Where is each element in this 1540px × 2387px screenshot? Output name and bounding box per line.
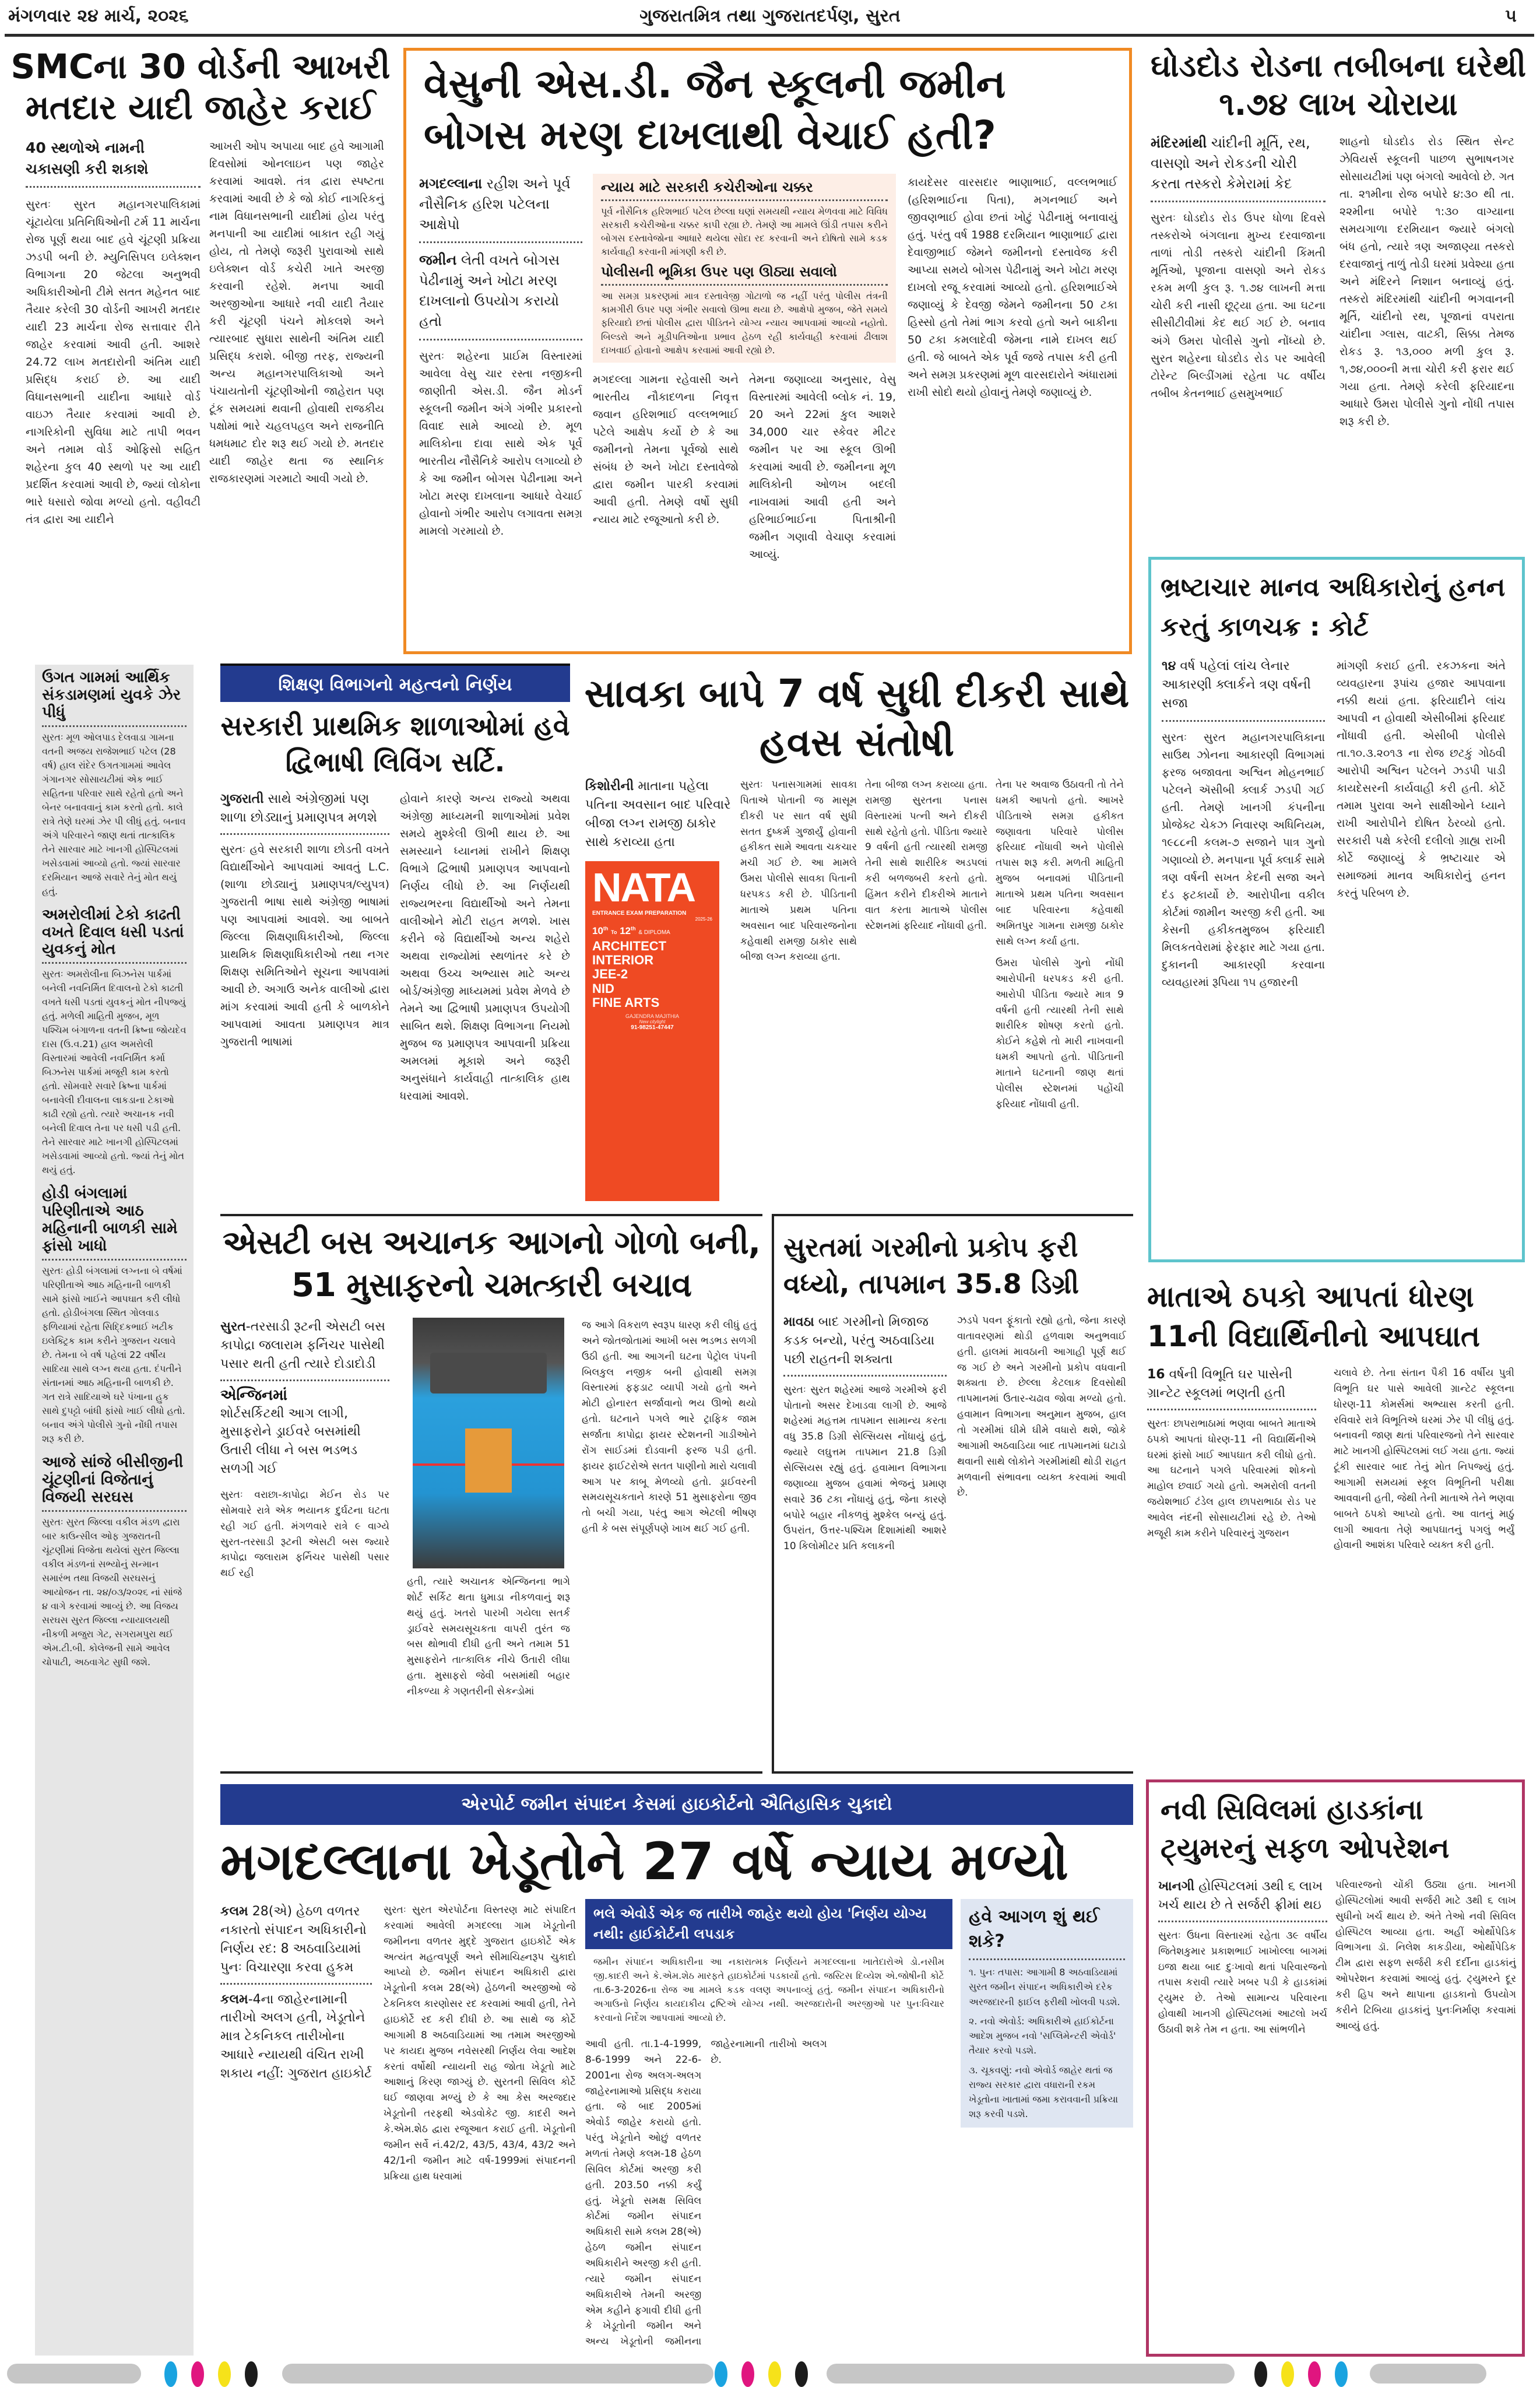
print-registration-strip (0, 2361, 1540, 2387)
bus-sub1: સુરત-તરસાડી રૂટની એસટી બસ કાપોદ્રા જલારામ ફર્નિચર પાસેથી પસાર થતી હતી ત્યારે દોડાદોડી (220, 1319, 386, 1371)
divider (1147, 1409, 1316, 1410)
ad-tagline: ENTRANCE EXAM PREPARATION (592, 910, 687, 917)
divider (42, 1510, 187, 1512)
lead-word: કલમ (220, 1992, 248, 2007)
smc-body-left: સુરતઃ સુરત મહાનગરપાલિકામાં ચૂંટાયેલા પ્રતિનિધિઓની ટર્મ 11 માર્ચના રોજ પૂર્ણ થયા બાદ હવે ચૂંટણી પ્રક્રિયા ઝડપી બની છે. મ્યુનિસિપલ ઇલેક્શન વિભાગના 20 જેટલા અનુભવી અધિકારીઓની ટીમે સતત મહેનત બાદ તૈયાર કરેલી 30 વોર્ડની આખરી મતદાર યાદી 23 માર્ચના રોજ સત્તાવાર રીતે જાહેર કરવામાં આવી હતી. આશરે 24.72 લાખ મતદારોની અંતિમ યાદી પ્રસિદ્ધ કરાઈ છે. આ યાદી વિધાનસભાની યાદીના આધારે વોર્ડ વાઇઝ તૈયાર કરવામાં આવી છે. નાગરિકોની સુવિધા માટે તાપી ભવન અને તમામ વોર્ડ ઓફિસો સહિત શહેરના કુલ 40 સ્થળો પર આ યાદી પ્રદર્શિત કરવામાં આવી છે, જ્યાં લોકોના ભારે ધસારો જોવા મળ્યો હતો. વહીવટી તંત્ર દ્વારા આ યાદીને (26, 198, 201, 526)
cmyk-mark-magenta (741, 2361, 754, 2387)
brief-hodi (42, 1185, 187, 1446)
ad-std-suffix: th (603, 925, 609, 932)
cmyk-mark-yellow (768, 2361, 781, 2387)
registration-bar (1370, 2364, 1486, 2384)
abuse-body2: તેના બીજા લગ્ન કરાવ્યા હતા. રામજી સુરતના પનાસ વિસ્તારમાં પત્ની અને દીકરી સાથે રહેતો હતો. પીડિતા જ્યારે 9 વર્ષની હતી ત્યારથી રામજી તેની સાથે શારીરિક અડપલાં કરી બળજબરી કરતો હતો. હિંમત કરીને દીકરીએ માતાને વાત કરતા માતાએ પોલીસ સ્ટેશનમાં ફરિયાદ નોંધાવી હતી. (865, 779, 987, 932)
lead-word: સુરત (220, 1319, 246, 1334)
airport-headline: મગદલ્લાના ખેડૂતોને 27 વર્ષે ન્યાય મળ્યો (220, 1831, 1068, 1891)
cmyk-mark-black (795, 2361, 808, 2387)
article-vesu-school-land (403, 48, 1132, 654)
abuse-subhead: કિશોરીની માતાના પહેલા પતિના અવસાન બાદ પરિવારે બીજા લગ્ન રામજી ઠાકોર સાથે કરાવ્યા હતા (585, 779, 731, 850)
airport-body2: આવી હતી. તા.1-4-1999, 8-6-1999 અને 22-6-2001ના રોજ અલગ-અલગ જાહેરનામાઓ પ્રસિદ્ધ કરાયા હતા. જે બાદ 2005માં એવોર્ડ જાહેર કરાયો હતો. પરંતુ ખેડૂતોને ઓછું વળતર મળતાં તેમણે કલમ-18 હેઠળ સિવિલ કોર્ટમાં અરજી કરી હતી. 203.50 નક્કી કર્યું હતું. ખેડૂતો સમક્ષ સિવિલ કોર્ટમાં જમીન સંપાદન અધિકારી સામે કલમ 28(એ) હેઠળ જમીન સંપાદન અધિકારીને અરજી કરી હતી. ત્યારે જમીન સંપાદન અધિકારીએ તેમની અરજી એમ કહીને ફગાવી દીધી હતી કે ખેડૂતોની જમીન અને અન્ય ખેડૂતોની જમીનના જાહેરનામાની તારીખો અલગ છે. (585, 2038, 827, 2348)
divider (220, 833, 389, 835)
edu-headline: સરકારી પ્રાથમિક શાળાઓમાં હવે દ્વિભાષી લિવિંગ સર્ટિ. (220, 710, 570, 778)
brief-ugat (42, 669, 187, 898)
divider (969, 1958, 1125, 1960)
heat-headline: સુરતમાં ગરમીનો પ્રકોપ ફરી વધ્યો, તાપમાન 35.8 ડિગ્રી (783, 1231, 1080, 1300)
heat-subhead: માવઠા બાદ ગરમીનો મિજાજ કડક બન્યો, પરંતુ અઠવાડિયા પછી રાહતની શક્યતા (783, 1315, 935, 1367)
ad-session: 2025-26 (695, 917, 712, 922)
edu-subhead: ગુજરાતી સાથે અંગ્રેજીમાં પણ શાળા છોડ્યાનું પ્રમાણપત્ર મળશે (220, 792, 377, 825)
lead-word: માવઠા (783, 1315, 814, 1329)
divider (783, 1375, 947, 1377)
bus-body2: હતી, ત્યારે અચાનક એન્જિનના ભાગે શોર્ટ સર્કિટ થતા ધુમાડા નીકળવાનું શરૂ થયું હતું. ખતરો પારખી ગયેલા સતર્ક ડ્રાઈવરે સમયસૂચકતા વાપરી તુરંત જ બસ થોભાવી દીધી હતી અને તમામ 51 મુસાફરોને તાત્કાલિક નીચે ઉતારી લીધા હતા. મુસાફરો જેવી બસમાંથી બહાર નીકળ્યા કે ગણતરીની સેકન્ડોમાં (407, 1576, 570, 1698)
ad-standards (592, 925, 712, 937)
article-bone-tumor (1146, 1779, 1525, 2357)
airport-sub2: કલમ-4ના જાહેરનામાની તારીખો અલગ હતી, ખેડૂતોને માત્ર ટેકનિકલ તારીખોના આધારે ન્યાયથી વંચિત રાખી શકાય નહીં: ગુજરાત હાઇકોર્ટ (220, 1992, 372, 2081)
edu-body-right: હોવાને કારણે અન્ય રાજ્યો અથવા અંગ્રેજી માધ્યમની શાળાઓમાં પ્રવેશ સમયે મુશ્કેલી ઊભી થાય છે. આ સમસ્યાને ધ્યાનમાં રાખીને શિક્ષણ વિભાગે દ્વિભાષી પ્રમાણપત્ર આપવાનો નિર્ણય લીધો છે. આ નિર્ણયથી રાજ્યભરના વિદ્યાર્થીઓ અને તેમના વાલીઓને મોટી રાહત મળશે. ખાસ કરીને જે વિદ્યાર્થીઓ અન્ય શહેરો અથવા રાજ્યોમાં સ્થળાંતર કરે છે અથવા ઉચ્ચ અભ્યાસ માટે અન્ય બોર્ડ/અંગ્રેજી માધ્યમમાં પ્રવેશ મેળવે છે તેમને આ દ્વિભાષી પ્રમાણપત્ર ઉપયોગી સાબિત થશે. શિક્ષણ વિભાગના નિયમો મુજબ જ પ્રમાણપત્ર આપવાની પ્રક્રિયા અમલમાં મૂકાશે અને જરૂરી અનુસંધાને કાર્યવાહી તાત્કાલિક હાથ ધરવામાં આવશે. (400, 792, 570, 1103)
article-bilingual-lc (220, 664, 570, 1200)
nata-advertisement[interactable] (585, 861, 719, 1201)
ad-std-to: 12 (620, 925, 631, 936)
airport-banner: એરપોર્ટ જમીન સંપાદન કેસમાં હાઇકોર્ટનો ઐતિહાસિક ચુકાદો (220, 1784, 1133, 1825)
ad-std-from: 10 (592, 925, 603, 936)
cmyk-mark-cyan (1335, 2361, 1348, 2387)
divider (1158, 1921, 1327, 1922)
article-magdalla-farmers (220, 1784, 1133, 2358)
bus-body3: જ આગે વિકરાળ સ્વરૂપ ધારણ કરી લીધું હતું અને જોતજોતામાં આખી બસ ભડભડ સળગી ઉઠી હતી. આ આગની ઘટના પેટ્રોલ પંપની બિલકુલ નજીક બની હોવાથી સમગ્ર વિસ્તારમાં ફફડાટ વ્યાપી ગયો હતો અને મોટી હોનારત સર્જાવાનો ભય ઊભો થયો હતો. ઘટનાને પગલે ભારે ટ્રાફિક જામ સર્જાતા કાપોદ્રા ફાયર સ્ટેશનની ગાડીઓને રોંગ સાઈડમાં દોડવાની ફરજ પડી હતી. ફાયર ફાઈટરોએ સતત પાણીનો મારો ચલાવી આગ પર કાબૂ મેળવ્યો હતો. ડ્રાઈવરની સમયસૂચકતાને કારણે 51 મુસાફરોના જીવ તો બચી ગયા, પરંતુ આગ એટલી ભીષણ હતી કે બસ સંપૂર્ણપણે ખાખ થઈ ગઈ હતી. (582, 1319, 757, 1535)
bottom-rule (220, 1771, 762, 1774)
student-headline: માતાએ ઠપકો આપતાં ધોરણ 11ની વિદ્યાર્થિનીનો આપઘાત (1147, 1280, 1481, 1353)
ad-course: INTERIOR (592, 953, 654, 968)
ad-contact-name: GAJENDRA MAJITHIA (625, 1013, 679, 1019)
divider (42, 962, 187, 964)
cmyk-mark-yellow (1281, 2361, 1294, 2387)
brief-amroli (42, 907, 187, 1178)
cmyk-mark-magenta (191, 2361, 204, 2387)
next-step-item: ૧. પુનઃ તપાસ: આગામી 8 અઠવાડિયામાં સુરત જમીન સંપાદન અધિકારીએ દરેક અરજદારની ફાઈલ ફરીથી ખોલવી પડશે. (969, 1967, 1120, 2007)
vesu-body1: સુરતઃ શહેરના પ્રાઈમ વિસ્તારમાં આવેલા વેસુ ચાર રસ્તા નજીકની જાણીતી એસ.ડી. જૈન મોડર્ન સ્કૂલની જમીન અંગે ગંભીર પ્રકારનો વિવાદ સામે આવ્યો છે. મૂળ માલિકોના દાવા સાથે એક પૂર્વ ભારતીય નૌસૈનિકે આરોપ લગાવ્યો છે કે આ જમીન બોગસ પેઢીનામા અને ખોટા મરણ દાખલાના આધારે વેચાઈ હોવાનો ગંભીર આરોપ લગાવતા સમગ્ર મામલો ગરમાયો છે. (419, 349, 582, 538)
abuse-body1: સુરતઃ પનાસગામમાં સાવકા પિતાએ પોતાની જ માસૂમ દીકરી પર સાત વર્ષ સુધી સતત દુષ્કર્મ ગુજાર્યું હોવાની હકીકત સામે આવતા ચકચાર મચી ગઈ છે. આ મામલે ઉમરા પોલીસે સાવકા પિતાની ધરપકડ કરી છે. પીડિતાની માતાએ પ્રથમ પતિના અવસાન બાદ પરિવારજનોના કહેવાથી રામજી ઠાકોર સાથે બીજા લગ્ન કરાવ્યા હતા. (740, 779, 857, 963)
lead-word: ગુજરાતી (220, 792, 264, 806)
next-steps-title: હવે આગળ શું થઈ શકે? (969, 1907, 1100, 1951)
amroli-headline: અમરોલીમાં ટેકો કાઢતી વખતે દિવાલ ધસી પડતાં યુવકનું મોત (42, 905, 184, 959)
box2-title: પોલીસની ભૂમિકા ઉપર પણ ઊઠ્યા સવાલો (601, 264, 837, 280)
registration-bar (7, 2364, 141, 2384)
registration-bar (282, 2364, 713, 2384)
article-bus-fire (220, 1214, 762, 1774)
box2-text: આ સમગ્ર પ્રકરણમાં માત્ર દસ્તાવેજી ગોટાળો જ નહીં પરંતુ પોલીસ તંત્રની કામગીરી ઉપર પણ ગંભીર સવાલો ઊભા થયા છે. આક્ષેપો મુજબ, જેતે સમયે ફરિયાદો છતાં પોલીસ દ્વારા પીડિતને યોગ્ય ન્યાય આપવામાં આવ્યો નહોતો. બિલ્ડરો અને મૂડીપતિઓના પ્રભાવ હેઠળ રહી કાર્યવાહી કરવામાં ઢીલાશ દાખવાઈ હોવાનો આક્ષેપ કરવામાં આવી રહ્યો છે. (601, 290, 888, 356)
bus-sub2-title: એન્જિનમાં (220, 1386, 288, 1404)
divider (601, 199, 888, 201)
smc-body-right: આખરી ઓપ અપાયા બાદ હવે આગામી દિવસોમાં ઓનલાઇન પણ જાહેર કરવામાં આવશે. તંત્ર દ્વારા સ્પષ્ટતા કરવામાં આવી છે કે જો કોઈ નાગરિકનું નામ વિધાનસભાની યાદીમાં હોય પરંતુ મનપાની આ યાદીમાં બાકાત રહી ગયું હોય, તો તેમણે જરૂરી પુરાવાઓ સાથે ઇલેક્શન વોર્ડ કચેરી ખાતે અરજી કરવાની રહેશે. મનપા આવી અરજીઓના આધારે નવી યાદી તૈયાર કરી ચૂંટણી પંચને મોકલશે અને ત્યારબાદ સુધારા સાથેની અંતિમ યાદી પ્રસિદ્ધ કરાશે. બીજી તરફ, રાજ્યની અન્ય મહાનગરપાલિકાઓ અને પંચાયતોની ચૂંટણીઓની જાહેરાત પણ ટૂંક સમયમાં થવાની હોવાથી રાજકીય પક્ષોમાં ભારે ચહલપહલ અને રાજનીતિ ધમધમાટ દોર શરૂ થઈ ગયો છે. મતદાર યાદી જાહેર થતા જ સ્થાનિક રાજકારણમાં ગરમાટો આવી ગયો છે. (209, 140, 384, 486)
article-ghod-dod-theft (1141, 47, 1535, 548)
article-stepfather-abuse (583, 665, 1131, 1201)
airport-sub1: કલમ 28(એ) હેઠળ વળતર નકારતો સંપાદન અધિકારીનો નિર્ણય રદ: 8 અઠવાડિયામાં પુનઃ વિચારણા કરવા હુકમ (220, 1904, 367, 1975)
ad-std-connector: To (611, 929, 617, 935)
bus-poster (465, 1428, 512, 1493)
abuse-body3: તેના પર અવાજ ઉઠાવતી તો તેને ધમકી આપતો હતો. આખરે પીડિતાએ સમગ્ર હકીકત જણાવતા પરિવારે પોલીસ ફરિયાદ નોંધાવી અને પોલીસે તપાસ શરૂ કરી. મળતી માહિતી મુજબ બનાવમાં પીડિતાની માતાએ પ્રથમ પતિના અવસાન બાદ પરિવારના કહેવાથી અમિતપુર ગામના રામજી ઠાકોર સાથે લગ્ન કર્યા હતા. (996, 779, 1124, 947)
registration-bar (827, 2364, 1235, 2384)
tumor-body-right: પરિવારજનો ચોંકી ઉઠ્યા હતા. ખાનગી હોસ્પિટલોમાં આવી સર્જરી માટે ૩થી ૬ લાખ સુધીનો ખર્ચ થાય છે. અંતે તેઓ નવી સિવિલ હોસ્પિટલ આવ્યા હતા. અહીં ઓર્થોપેડિક વિભાગના ડૉ. નિલેશ કાકડીયા, ઓર્થોપેડિક ટીમ દ્વારા સફળ સર્જરી કરી દર્દીના હાડકાંનું ઓપરેશન કરવામાં આવ્યું હતું. ટ્યુમરને દૂર કરી હિપ અને થાપાના હાડકાનો ઉપયોગ કરીને ટિબિયા હાડકાંનું પુનઃનિર્માણ કરવામાં આવ્યું હતું. (1335, 1879, 1516, 2032)
tumor-body-left: સુરતઃ ઉધના વિસ્તારમાં રહેતા ૩૯ વર્ષીય જિતેશકુમાર પ્રકાશભાઈ ખાખોલ્લા બાગમાં ઇજા થયા બાદ દુઃખાવો થતાં પરિવારજનો તપાસ કરાવી ત્યારે ખબર પડી કે હાડકાંમાં ટ્યુમર છે. તેઓ સામાન્ય પરિવારના હોવાથી ખાનગી હોસ્પિટલમાં આટલો ખર્ચ ઉઠાવી શકે તેમ ન હતા. આ સાંભળીને (1158, 1929, 1327, 2035)
divider (1162, 720, 1325, 722)
ad-brand: NATA (592, 865, 695, 910)
issue-date: મંગળવાર ૨૪ માર્ચ, ૨૦૨૬ (8, 6, 189, 26)
lead-word: મંદિરમાંથી (1151, 135, 1207, 151)
ad-contact-place: New citylight (639, 1019, 666, 1024)
theft-body-left: સુરતઃ ઘોડદોડ રોડ ઉપર ધોળા દિવસે તસ્કરોએ બંગલાના મુખ્ય દરવાજાના તાળાં તોડી તસ્કરો ચાંદીની કિંમતી મૂર્તિઓ, પૂજાના વાસણો અને રોકડ રકમ મળી કુલ રૂ. ૧.૭૪ લાખની મત્તા ચોરી કરી નાસી છૂટ્યા હતા. આ ઘટના સીસીટીવીમાં કેદ થઈ ગઈ છે. બનાવ અંગે ઉમરા પોલીસે ગુનો નોંધ્યો છે. સુરત શહેરના ઘોડદોડ રોડ પર આવેલી ટોરેન્ટ બિલ્ડીંગમાં રહેતા ૫૮ વર્ષીય તબીબ કેતનભાઈ હસમુખભાઈ (1151, 212, 1325, 400)
court-body-left: સુરતઃ સુરત મહાનગરપાલિકાના સાઉથ ઝોનના આકારણી વિભાગમાં ફરજ બજાવતા અશ્વિન મોહનભાઈ પટેલને ઍસીબી ક્લાર્ક ઝડપી ગઈ હતી. તેમણે ખાનગી કંપનીના પ્રોજેક્ટ ચેકઝ નિવારણ અધિનિયમ, ૧૯૮૮ની કલમ-૭ સજાને પાત્ર ગુનો ગણાવ્યો છે. મનપાના પૂર્વ ક્લાર્ક સામે ત્રણ વર્ષની સખત કેદની સજા અને દંડ ફટકાર્યો છે. આરોપીના વકીલ કોર્ટમાં જામીન અરજી કરી હતી. આ કેસની હકીકતમુજબ ફરિયાદી મિલકતવેરામાં ફેરફાર માટે ગયા હતા. દુકાનની આકારણી કરવાના વ્યવહારમાં રૂપિયા ૧૫ હજારની (1162, 731, 1325, 989)
next-step-item: ૨. નવો એવોર્ડ: અધિકારીએ હાઈકોર્ટના આદેશ મુજબ નવો 'સપ્લિમેન્ટરી એવોર્ડ' તૈયાર કરવો પડશે. (969, 2015, 1116, 2056)
divider (220, 1983, 372, 1985)
cmyk-mark-black (1254, 2361, 1267, 2387)
cmyk-mark-magenta (1308, 2361, 1321, 2387)
ad-course: ARCHITECT (592, 939, 667, 953)
vesu-body3: તેમના જણાવ્યા અનુસાર, વેસુ વિસ્તારમાં આવેલી બ્લોક નં. 19, 20 અને 22માં કુલ આશરે 34,000 ચાર સ્કેવર મીટર જમીન પર આ સ્કૂલ ઊભી કરવામાં આવી છે. જમીનના મૂળ માલિકોની ઓળખ બદલી નાખવામાં આવી હતી અને હરિભાઈભાઈના પિતાશ્રીની જમીન ગણાવી વેચાણ કરવામાં આવ્યું. (749, 373, 896, 561)
tumor-subhead: ખાનગી હોસ્પિટલમાં ૩થી ૬ લાખ ખર્ચ થાય છે તે સર્જરી ફ્રીમાં થઇ (1158, 1879, 1323, 1912)
vesu-headline: વેસુની એસ.ડી. જૈન સ્કૂલની જમીન બોગસ મરણ દાખલાથી વેચાઈ હતી? (424, 61, 1006, 159)
divider (601, 284, 888, 286)
lead-word: 16 (1147, 1367, 1165, 1382)
divider (419, 241, 582, 243)
ad-course-list (592, 939, 712, 1010)
ad-course: JEE-2 (592, 967, 628, 982)
theft-headline: ઘોડદોડ રોડના તબીબના ઘરેથી ૧.૭૪ લાખ ચોરાયા (1150, 47, 1527, 122)
tumor-headline: નવી સિવિલમાં હાડકાંના ટ્યુમરનું સફળ ઓપરેશન (1161, 1793, 1450, 1865)
divider (42, 1259, 187, 1261)
cmyk-mark-yellow (218, 2361, 231, 2387)
next-step-item: ૩. ચૂકવણું: નવો એવોર્ડ જાહેર થતાં જ રાજ્ય સરકાર દ્વારા વધારાની રકમ ખેડૂતોના ખાતામાં જમા કરાવવાની પ્રક્રિયા શરૂ કરવી પડશે. (969, 2064, 1119, 2120)
bus-headline: એસટી બસ અચાનક આગનો ગોળો બની, 51 મુસાફરનો ચમત્કારી બચાવ (222, 1224, 761, 1304)
heat-body2: ઝડપે પવન ફૂંકાતો રહ્યો હતો, જેના કારણે વાતાવરણમાં થોડી હળવાશ અનુભવાઈ હતી. હાલમાં માવઠાની આગાહી પૂર્ણ થઈ જ ગઈ છે અને ગરમીનો પ્રકોપ વધવાની શક્યતા છે. છેલ્લા કેટલાક દિવસોથી તાપમાનમાં ઉતાર-ચઢાવ જોવા મળ્યો હતો. હવામાન વિભાગના અનુમાન મુજબ, હાલ તો ગરમીમાં ઘીમે ઘીમે વધારો થશે, જોકે આગામી અઠવાડિયા બાદ તાપમાનમાં ઘટાડો થવાની સાથે લોકોને ગરમીમાંથી થોડી રાહત મળવાની સંભાવના વ્યક્ત કરવામાં આવી છે. (957, 1315, 1126, 1499)
vesu-sidebar-box (593, 174, 896, 363)
hodi-headline: હોડી બંગલામાં પરિણીતાએ આઠ મહિનાની બાળકી સામે ફાંસો ખાધો (42, 1185, 178, 1255)
bus-sub2: શોર્ટસર્કિટથી આગ લાગી, મુસાફરોને ડ્રાઈવરે બસમાંથી ઉતારી લીધા ને બસ ભડભડ સળગી ગઈ (220, 1406, 361, 1477)
smc-headline: SMCના 30 વોર્ડની આખરી મતદાર યાદી જાહેર કરાઈ (10, 47, 391, 127)
newspaper-title: ગુજરાતમિત્ર તથા ગુજરાતદર્પણ, સુરત (639, 6, 901, 26)
bar-headline: આજે સાંજે બીસીજીની ચૂંટણીનાં વિજેતાનું વિજયી સરઘસ (42, 1453, 184, 1506)
edu-body-left: સુરતઃ હવે સરકારી શાળા છોડતી વખતે વિદ્યાર્થીઓને આપવામાં આવતું L.C. (શાળા છોડ્યાનું પ્રમાણપત્ર/લ્યુપત્ર) ગુજરાતી ભાષા સાથે અંગ્રેજી ભાષામાં પણ આપવામાં આવશે. આ બાબતે જિલ્લા શિક્ષણાધિકારીઓ, જિલ્લા પ્રાથમિક શિક્ષણાધિકારીઓ તથા નગર શિક્ષણ સમિતિઓને સૂચના આપવામાં આવી છે. અગાઉ અનેક વાલીઓ દ્વારા માંગ કરવામાં આવી હતી કે બાળકોને આપવામાં આવતા પ્રમાણપત્ર માત્ર ગુજરાતી ભાષામાં (220, 843, 389, 1048)
article-corruption-court (1148, 557, 1525, 1262)
article-smc-voter-list (8, 47, 393, 659)
airport-box-title: ભલે એવોર્ડ એક જ તારીખે જાહેર થયો હોય 'નિર્ણય યોગ્ય નથી: હાઈકોર્ટની લપડાક (585, 1899, 952, 1949)
airport-body1: સુરતઃ સુરત એરપોર્ટના વિસ્તરણ માટે સંપાદિત કરવામાં આવેલી મગદલ્લા ગામ ખેડૂતોની જમીનના વળતર મુદ્દે ગુજરાત હાઇકોર્ટે એક અત્યંત મહત્વપૂર્ણ અને સીમાચિહ્નરૂપ ચુકાદો આપ્યો છે. જમીન સંપાદન અધિકારી દ્વારા ખેડૂતોની કલમ 28(એ) હેઠળની અરજીઓ જે ટેકનિકલ કારણોસર રદ કરવામાં આવી હતી, તેને હાઇકોર્ટે રદ કરી દીધી છે. આ સાથે જ કોર્ટે આગામી 8 અઠવાડિયામાં આ તમામ અરજીઓ પર કાયદા મુજબ નવેસરથી નિર્ણય લેવા આદેશ કરતાં વર્ષોથી ન્યાયની રાહ જોતા ખેડૂતો માટે આશાનું કિરણ જાગ્યું છે. સુરતની સિવિલ કોર્ટે ઘઈ જાણવા મળ્યું છે કે આ કેસ અરજદાર ખેડૂતોની તરફથી એડવોકેટ જી. કાદરી અને કે.એમ.શેઠ દ્વારા રજૂઆત કરાઈ હતી. ખેડૂતોની જમીન સર્વે નં.42/2, 43/5, 43/4, 43/2 અને 42/1ની જમીન માટે વર્ષ-1999માં સંપાદનની પ્રક્રિયા હાથ ધરવામાં (384, 1904, 576, 2182)
divider (26, 186, 201, 188)
court-headline: ભ્રષ્ટાચાર માનવ અધિકારોનું હનન કરતું કાળચક્ર : કોર્ટ (1161, 573, 1506, 643)
vesu-sub1: મગદલ્લાના રહીશ અને પૂર્વ નૌસૈનિક હરિશ પટેલના આક્ષેપો (419, 175, 571, 233)
student-body-left: સુરતઃ છાપરાભાઠામાં ભણવા બાબતે માતાએ ઠપકો આપતાં ધોરણ-11 ની વિદ્યાર્થિનીએ ઘરમાં ફાંસો ખાઈ આપઘાત કરી લીધો હતો. આ ઘટનાને પગલે પરિવારમાં શોકનો માહોલ છવાઈ ગયો હતો. અમરોલી વતની જયેશભાઈ ટંડેલ હાલ છાપરાભાઠા રોડ પર આવેલ નંદની સોસાયટીમાં રહે છે. તેઓ મજૂરી કામ કરીને પરિવારનું ગુજરાન (1147, 1417, 1316, 1539)
lead-word: ખાનગી (1158, 1879, 1195, 1894)
header-rule (5, 34, 1534, 37)
cmyk-mark-cyan (164, 2361, 177, 2387)
cmyk-mark-cyan (715, 2361, 727, 2387)
ugat-headline: ઉગત ગામમાં આર્થિક સંકડામણમાં યુવકે ઝેર પીધું (42, 669, 181, 721)
bus-rear-window (430, 1353, 547, 1393)
divider (220, 1379, 389, 1381)
ad-course: NID (592, 981, 614, 996)
page-header (0, 0, 1540, 36)
page-number: ૫ (1505, 6, 1517, 26)
ugat-body: સુરતઃ મૂળ ઓલપાડ દેલવાડા ગામના વતની અજય રાજેશભાઈ પટેલ (28 વર્ષ) હાલ રાંદેર ઉગતગામમાં આવેલ ગંગાનગર સોસાયટીમાં એક ભાઈ સહિતના પરિવાર સાથે રહેતો હતો અને બેનર બનાવવાનું કામ કરતો હતો. કાલે રાત્રે તેણે ઘરમાં ઝેર પી લીધું હતું. બનાવ અંગે પરિવારને જાણ થતાં તાત્કાલિક તેને સારવાર માટે ખાનગી હોસ્પિટલમાં ખસેડવામાં આવ્યો હતો. જ્યાં સારવાર દરમિયાન આજે સવારે તેનું મોત થયું હતું. (42, 731, 186, 897)
heat-body1: સુરતઃ સુરત શહેરમાં આજે ગરમીએ ફરી પોતાનો અસર દેખાડવા લાગી છે. આજે શહેરમાં મહત્તમ તાપમાન સામાન્ય કરતા વધુ 35.8 ડિગ્રી સેલ્સિયસ નોંધાયું હતું, જ્યારે લઘુત્તમ તાપમાન 21.8 ડિગ્રી સેલ્સિયસ રહ્યું હતું. હવામાન વિભાગના જણાવ્યા મુજબ હવામાં ભેજનું પ્રમાણ સવારે 36 ટકા નોંધાયું હતું, જેના કારણે બપોરે બહાર નીકળવું મુશ્કેલ બન્યું હતું. ઉપરાંત, ઉત્તર-પશ્ચિમ દિશામાંથી આશરે 10 કિલોમીટર પ્રતિ કલાકની (783, 1384, 947, 1553)
divider (42, 725, 187, 727)
smc-subhead: 40 સ્થળોએ નામની ચકાસણી કરી શકાશે (26, 139, 149, 178)
court-subhead: ૧૪ વર્ષ પહેલાં લાંચ લેનાર આકારણી ક્લાર્કને ત્રણ વર્ષની સજા (1162, 659, 1311, 711)
divider (1151, 201, 1325, 202)
lead-word: કિશોરીની (585, 779, 634, 794)
left-news-sidebar (35, 665, 194, 2356)
lead-word: જમીન (419, 252, 457, 269)
brief-bar-council (42, 1454, 187, 1669)
bus-fire-photo (413, 1318, 564, 1568)
top-rule (220, 1214, 762, 1216)
box1-text: પૂર્વ નૌસૈનિક હરિશભાઈ પટેલ છેલ્લા ઘણાં સમયથી ન્યાય મેળવવા માટે વિવિધ સરકારી કચેરીઓના ચક્કર કાપી રહ્યા છે. તેમણે આ મામલે ઊંડી તપાસ કરીને બોગસ દસ્તાવેજોના આધારે થયેલા સોદા રદ કરવાની અને દોષિતો સામે કડક કાર્યવાહી કરવાની માંગણી કરી છે. (601, 205, 888, 258)
next-steps-box (961, 1899, 1133, 2128)
amroli-body: સુરતઃ અમરોલીના બિઝનેસ પાર્કમાં બનેલી નવનિર્મિત દિવાલનો ટેકો કાઢતી વખતે ધસી પડતાં યુવકનું મોત નીપજ્યું હતું. મળેલી માહિતી મુજબ, મૂળ પશ્ચિમ બંગાળના વતની ક્રિષ્ના જોયદેવ દાસ (ઉ.વ.21) હાલ અમરોલી વિસ્તારમાં આવેલી નવનિર્મિત કર્મા બિઝનેસ પાર્કમાં મજૂરી કામ કરતો હતો. સોમવારે સવારે ક્રિષ્ના પાર્કમાં બનાવેલી દીવાલના લાકડાના ટેકાઓ કાઢી રહ્યો હતો. ત્યારે અચાનક નવી બનેલી દિવાલ તેના પર ધસી પડી હતી. તેને સારવાર માટે ખાનગી હોસ્પિટલમાં ખસેડવામાં આવ્યો હતો. જ્યાં તેનું મોત થયું હતું. (42, 968, 187, 1176)
theft-subhead: મંદિરમાંથી ચાંદીની મૂર્તિ, રથ, વાસણો અને રોકડની ચોરી કરતા તસ્કરો કેમેરામાં કેદ (1151, 135, 1310, 192)
airport-box-text: જમીન સંપાદન અધિકારીના આ નકારાત્મક નિર્ણયને મગદલ્લાના ખાતેદારોએ ડો.નસીમ જી.કાદરી અને કે.એમ.શેઠ મારફતે હાઇકોર્ટમાં પડકાર્યો હતો. જસ્ટિસ દિવ્યેશ એ.જોષીની કોર્ટે તા.6-3-2026ના રોજ આ મામલે કડક વલણ અપનાવ્યું હતું. જમીન સંપાદન અધિકારીનો અગાઉનો નિર્ણય કાયદાકીય દ્રષ્ટિએ યોગ્ય નથી. અરજદારોની અરજીઓ પર પુનઃવિચાર કરવાનો નિર્દેશ આપવામાં આવ્યો છે. (593, 1956, 944, 2023)
divider (419, 339, 582, 341)
abuse-headline: સાવકા બાપે 7 વર્ષ સુધી દીકરી સાથે હવસ સંતોષી (584, 671, 1130, 766)
vesu-body4: કાયદેસર વારસદાર ભાણાભાઈ, વલ્લભભાઈ (હરિશભાઈના પિતા), મગનભાઈ અને જીવણભાઈ હોવા છતાં ખોટું પેઢીનામું બનાવાયું હતું. પરંતુ વર્ષ 1988 દરમિયાન ભાણાભાઈ દ્વારા દેવાજીભાઈ જેમને જમીનનો દસ્તાવેજ કરી આપ્યા સમયે બોગસ પેઢીનામું અને ખોટા મરણ દાખલો રજૂ કરવામાં આવ્યો હતો. હરિશભાઈએ જણાવ્યું કે દેવજી જેમને જમીનના 50 ટકા હિસ્સો હતો તેમાં ભાગ કરવો હતો અને બાકીના 50 ટકા કમલાદેવી જેમના નામે દાખલ થઈ હતી. જે બાબતે એક પૂર્વ જજે તપાસ કરી હતી અને સમગ્ર પ્રકરણમાં મૂળ વારસદારોને અંધારામાં રાખી સોદો થયો હોવાનું તેમણે જણાવ્યું છે. (908, 176, 1117, 399)
student-subhead: 16 વર્ષની વિભૂતિ ઘર પાસેની ગ્રાન્ટેટ સ્કૂલમાં ભણતી હતી (1147, 1367, 1293, 1400)
lead-word: મગદલ્લાના (419, 175, 483, 192)
vesu-sub2: જમીન લેતી વખતે બોગસ પેઢીનામું અને ખોટા મરણ દાખલાનો ઉપયોગ કરાયો હતો (419, 252, 560, 329)
lead-word: ૧૪ (1162, 659, 1176, 673)
ad-phone: 91-98251-47447 (631, 1024, 674, 1031)
bus-body1: સુરતઃ વરાછા-કાપોદ્રા મેઈન રોડ પર સોમવારે રાત્રે એક ભયાનક દુર્ઘટના ઘટતા રહી ગઈ હતી. મંગળવારે રાત્રે ૯ વાગ્યે સુરત-તરસાડી રૂટની એસટી બસ જ્યારે કાપોદ્રા જલારામ ફર્નિચર પાસેથી પસાર થઈ રહી (220, 1489, 389, 1579)
ad-course: FINE ARTS (592, 995, 660, 1010)
airport-highcourt-box (585, 1899, 952, 2031)
bar-body: સુરતઃ સુરત જિલ્લા વકીલ મંડળ દ્વારા બાર કાઉન્સીલ ઓફ ગુજરાતની ચૂંટણીમાં વિજેતા થયેલાં સુરત જિલ્લા વકીલ મંડળનાં સભ્યોનું સન્માન સમારંભ તથા વિજયી સરઘસનું આયોજન તા. ૨૪/૦૩/૨૦૨૬ નાં સાંજે ૪ વાગે કરવામાં આવ્યું છે. આ વિજય સરઘસ સુરત જિલ્લા ન્યાયાલયથી નીકળી મજુરા ગેટ, સગરામપુરા થઈ એમ.ટી.બી. કોલેજની સામે આવેલ ચોપાટી, અઠવાગેટ સુધી જશે. (42, 1516, 182, 1668)
ad-std-suffix: th (631, 925, 636, 932)
article-heatwave (772, 1214, 1133, 1774)
hodi-body: સુરતઃ હોડી બંગલામાં લગ્નના બે વર્ષમાં પરિણીતાએ આઠ મહિનાની બાળકી સામે ફાંસો ખાઈને આપઘાત કરી લીધો હતો. હોડીબંગલા સ્થિત ગોલવાડ ફળિયામાં રહેતા સિદ્દિકભાઈ ખટીક ઇલેક્ટ્રિક કામ કરીને ગુજરાન ચલાવે છે. તેમના બે વર્ષ પહેલાં 22 વર્ષીય સાદિયા સાથે લગ્ન થયા હતા. દંપતીને સંતાનમાં આઠ મહિનાની બાળકી છે. ગત રાત્રે સાદિયાએ ઘરે પંખાના હુક સાથે દુપટ્ટો બાંધી ફાંસો ખાઈ લીધો હતો. બનાવ અંગે પોલીસે ગુનો નોંધી તપાસ શરૂ કરી છે. (42, 1265, 185, 1444)
box1-title: ન્યાય માટે સરકારી કચેરીઓના ચક્કર (601, 179, 813, 195)
theft-body-right: શાહનો ઘોડદોડ રોડ સ્થિત સેન્ટ ઝેવિયર્સ સ્કૂલની પાછળ સુભાષનગર સોસાયટીમાં પણ બંગલો આવેલો છે. ગત તા. ૨૧મીના રોજ બપોરે ૪:૩૦ થી તા. ૨૨મીના બપોરે ૧:૩૦ વાગ્યાના સમયગાળા દરમિયાન જ્યારે બંગલો બંધ હતો, ત્યારે ત્રણ અજાણ્યા તસ્કરો દરવાજાનું તાળું તોડી ઘરમાં પ્રવેશ્યા હતા અને મંદિરને નિશાન બનાવ્યું હતું. તસ્કરો મંદિરમાંથી ચાંદીની ભગવાનની મૂર્તિ, ચાંદીનો રથ, પૂજાનાં વપરાતા ચાંદીના ગ્લાસ, વાટકી, સિક્કા તેમજ રોકડ રૂ. ૧૩,૦૦૦ મળી કુલ રૂ. ૧,૭૪,૦૦૦ની મત્તા ચોરી કરી ફરાર થઈ ગયા હતા. તેમણે કરેલી ફરિયાદના આધારે ઉમરા પોલીસે ગુનો નોંધી તપાસ શરૂ કરી છે. (1339, 135, 1514, 429)
cmyk-mark-black (245, 2361, 258, 2387)
student-body-right: ચલાવે છે. તેના સંતાન પૈકી 16 વર્ષીય પુત્રી વિભૂતિ ઘર પાસે આવેલી ગ્રાન્ટેટ સ્કૂલના ધોરણ-11 કોમર્સમાં અભ્યાસ કરતી હતી. રવિવારે રાત્રે વિભૂતિએ ઘરમાં ઝેર પી લીધું હતું. બનાવની જાણ થતાં પરિવારજનો તેને સારવાર માટે ખાનગી હોસ્પિટલમાં લઈ ગયા હતા. જ્યાં ટૂંકી સારવાર બાદ તેનું મોત નિપજ્યું હતું. આગામી સમયમાં સ્કૂલ વિભૂતિની પરીક્ષા આવવાની હતી, જેથી તેની માતાએ તેને ભણવા બાબતે ઠપકો આપ્યો હતો. આ વાતનું માઠું લાગી આવતા તેણે આપઘાતનું પગલું ભર્યું હોવાની આશંકા પરિવારે વ્યક્ત કરી હતી. (1334, 1367, 1514, 1551)
vesu-body2: મગદલ્લા ગામના રહેવાસી અને ભારતીય નૌકાદળના નિવૃત્ત જવાન હરિશભાઈ વલ્લભભાઈ પટેલે આક્ષેપ કર્યો છે કે આ જમીનનો તેમના પૂર્વજો સાથે સંબંધ છે અને ખોટા દસ્તાવેજો દ્વારા જમીન પારકી કરવામાં આવી હતી. તેમણે વર્ષો સુધી ન્યાય માટે રજૂઆતો કરી છે. (593, 373, 739, 526)
lead-word: કલમ (220, 1904, 248, 1919)
court-body-right: માંગણી કરાઈ હતી. રકઝકના અંતે વ્યવહારના રૂપાંચ હજાર આપવાના નક્કી થયાં હતા. ફરિયાદીને લાંચ આપવી ન હોવાથી એસીબીમાં ફરિયાદ નોંધાવી હતી. એસીબી પોલીસે તા.૧૦.૩.૨૦૧૩ ના રોજ છટકું ગોઠવી આરોપી અશ્વિન પટેલને ઝડપી પાડી કાયદેસરની કાર્યવાહી કરી હતી. કોર્ટે તમામ પુરાવા અને સાક્ષીઓને ધ્યાને રાખી આરોપીને દોષિત ઠેરવ્યો હતો. સરકારી પક્ષે કરેલી દલીલો ગ્રાહ્ય રાખી કોર્ટે જણાવ્યું કે ભ્રષ્ટાચાર એ સમાજમાં માનવ અધિકારોનું હનન કરતું પરિબળ છે. (1337, 659, 1506, 900)
abuse-body4: ઉમરા પોલીસે ગુનો નોંધી આરોપીની ધરપકડ કરી હતી. આરોપી પીડિતા જ્યારે માત્ર 9 વર્ષની હતી ત્યારથી તેની સાથે શારીરિક શોષણ કરતો હતો. કોઈને કહેશે તો મારી નાખવાની ધમકી આપતો હતો. પીડિતાની માતાને ઘટનાની જાણ થતાં પોલીસ સ્ટેશનમાં પહોંચી ફરિયાદ નોંધાવી હતી. (996, 957, 1124, 1110)
ad-diploma: & DIPLOMA (638, 929, 670, 936)
article-student-suicide (1147, 1271, 1526, 1772)
edu-banner: શિક્ષણ વિભાગનો મહત્વનો નિર્ણય (220, 664, 570, 702)
